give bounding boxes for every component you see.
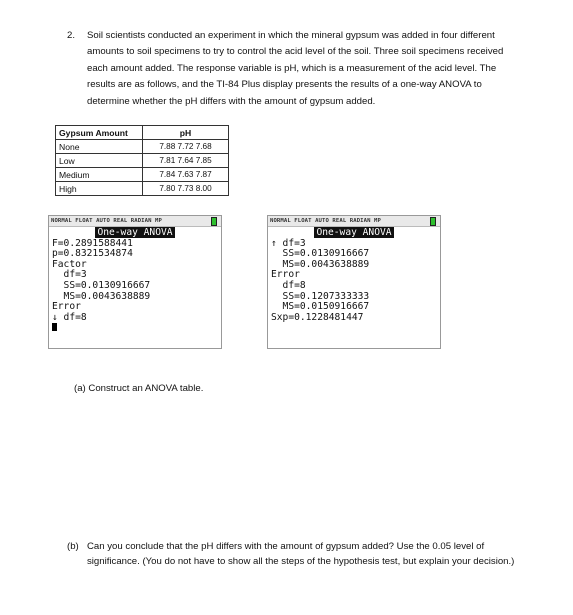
part-a-question: (a) Construct an ANOVA table.: [74, 383, 204, 394]
calc-line: MS=0.0043638889: [271, 258, 370, 270]
row-values: 7.88 7.72 7.68: [143, 140, 229, 154]
table-header-row: [56, 126, 229, 140]
cursor-line: [52, 323, 218, 334]
header-gypsum-amount: Gypsum Amount: [56, 126, 143, 140]
calc-line: p=0.8321534874: [52, 248, 133, 260]
calc-line: Sxp=0.1228481447: [271, 311, 364, 323]
calc-line: SS=0.1207333333: [271, 290, 370, 302]
row-label: Medium: [56, 168, 143, 182]
calc-output: [49, 227, 221, 335]
problem-number: 2.: [67, 30, 76, 41]
table-row: [56, 182, 229, 196]
table-row: [56, 168, 229, 182]
calc-status-bar: [49, 216, 221, 227]
row-label: Low: [56, 154, 143, 168]
anova-title-text: One-way ANOVA: [97, 227, 173, 238]
cursor-icon: [52, 323, 57, 331]
calc-line: ↓ df=8: [52, 311, 87, 323]
calc-line: Error: [52, 301, 81, 313]
status-text: NORMAL FLOAT AUTO REAL RADIAN MP: [270, 218, 381, 224]
calc-line: Error: [271, 269, 300, 281]
row-label: None: [56, 140, 143, 154]
calc-line: SS=0.0130916667: [52, 279, 151, 291]
calc-line: ↑ df=3: [271, 237, 306, 249]
battery-icon: [430, 217, 436, 226]
table-row: [56, 140, 229, 154]
calculator-screen-right: [267, 215, 441, 349]
calc-line: MS=0.0043638889: [52, 290, 151, 302]
anova-title: [52, 228, 218, 239]
row-values: 7.84 7.63 7.87: [143, 168, 229, 182]
calculator-screen-left: [48, 215, 222, 349]
problem-text: Soil scientists conducted an experiment in which the mineral gypsum was added in four different amounts to soil specimens to try to control the acid level of the soil. Three soil specimens received each amount added. The response variable is pH, which is a measurement of the acid level. The results are as follows, and the TI-84 Plus display presents the results of a one-way ANOVA to determine whether the pH differs with the amount of gypsum added.: [87, 30, 504, 107]
row-values: 7.80 7.73 8.00: [143, 182, 229, 196]
gypsum-table: [55, 125, 229, 196]
header-ph: pH: [143, 126, 229, 140]
table-row: [56, 154, 229, 168]
part-b-text: Can you conclude that the pH differs with the amount of gypsum added? Use the 0.05 level of significance. (You do not have to show all the steps of the hypothesis test, but explain your decision.): [87, 541, 515, 567]
calc-status-bar: [268, 216, 440, 227]
row-label: High: [56, 182, 143, 196]
anova-title: [271, 228, 437, 239]
calc-line: MS=0.0150916667: [271, 301, 370, 313]
calc-line: F=0.2891588441: [52, 237, 133, 249]
row-values: 7.81 7.64 7.85: [143, 154, 229, 168]
calc-line: df=3: [52, 269, 87, 281]
calc-output: [268, 227, 440, 324]
anova-title-text: One-way ANOVA: [316, 227, 392, 238]
calc-line: df=8: [271, 279, 306, 291]
battery-icon: [211, 217, 217, 226]
part-b-label: (b): [67, 541, 79, 552]
calc-line: SS=0.0130916667: [271, 248, 370, 260]
status-text: NORMAL FLOAT AUTO REAL RADIAN MP: [51, 218, 162, 224]
calc-line: Factor: [52, 258, 87, 270]
